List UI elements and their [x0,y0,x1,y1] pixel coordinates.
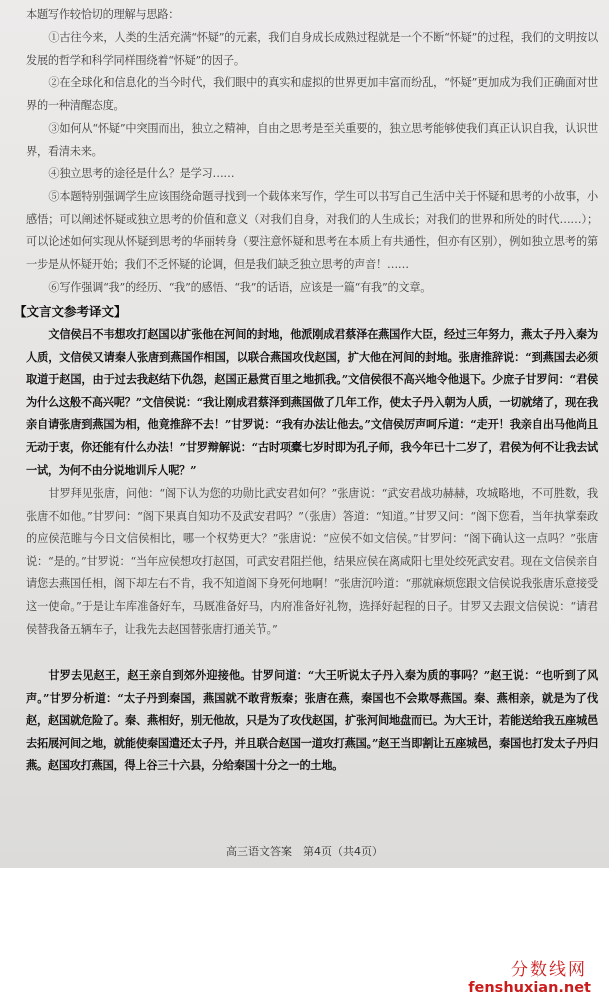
page-footer: 高三语文答案 第4页（共4页） [226,845,383,858]
writing-intro: 本题写作较恰切的理解与思路： [26,8,180,21]
section-heading: 【文言文参考译文】 [14,304,127,319]
watermark-site-url: fenshuxian.net [468,980,591,996]
translation-paragraph-3: 甘罗去见赵王，赵王亲自到郊外迎接他。甘罗问道：“大王听说太子丹入秦为质的事吗？”赵王说：“也听到了风声。”甘罗分析道：“太子丹到秦国，燕国就不敢背叛秦；张唐在燕，秦国也不会欺辱燕国。秦、燕相亲，就是为了伐赵，赵国就危险了。秦、燕相好，别无他故，只是为了攻伐赵国，扩张河间地盘而已。为大王计，若能送给我五座城邑去拓展河间之地，就能使秦国遣还太子丹，并且联合赵国一道攻打燕国。”赵王当即割让五座城邑，秦国也打发太子丹归燕。赵国攻打燕国，得上谷三十六县，分给秦国十分之一的土地。 [26,668,598,773]
writing-point-5: ⑤本题特别强调学生应该围绕命题寻找到一个载体来写作，学生可以书写自己生活中关于怀疑和思考的小故事，小感悟；可以阐述怀疑或独立思考的价值和意义（对我们自身，对我们的人生成长；对我们的世界和所处的时代……）；可以论述如何实现从怀疑到思考的华丽转身（要注意怀疑和思考在本质上有共通性，但亦有区别），例如独立思考的第一步是从怀疑开始；我们不乏怀疑的论调，但是我们缺乏独立思考的声音！…… [26,190,598,271]
watermark-site-name: 分数线网 [511,960,587,980]
translation-paragraph-2: 甘罗拜见张唐，问他：“阁下认为您的功勋比武安君如何？”张唐说：“武安君战功赫赫，攻城略地，不可胜数，我张唐不如他。”甘罗问：“阁下果真自知功不及武安君吗？”（张唐）答道：“知道。”甘罗又问：“阁下您看，当年执掌秦政的应侯范睢与今日文信侯相比，哪一个权势更大？”张唐说：“应侯不如文信侯。”甘罗问：“阁下确认这一点吗？”张唐说：“是的。”甘罗说：“当年应侯想攻打赵国，可武安君阻拦他，结果应侯在离咸阳七里处绞死武安君。现在文信侯亲自请您去燕国任相，阁下却左右不肯，我不知道阁下身死何地啊！”张唐沉吟道：“那就麻烦您跟文信侯说我张唐乐意接受这一使命。”于是让车库准备好车，马厩准备好马，内府准备好礼物，选择好起程的日子。甘罗又去跟文信侯说：“请君侯替我备五辆车子，让我先去赵国替张唐打通关节。” [26,487,598,636]
writing-point-4: ④独立思考的途径是什么？是学习…… [48,167,235,180]
writing-point-3: ③如何从“怀疑”中突围而出，独立之精神，自由之思考是至关重要的，独立思考能够使我们真正认识自我，认识世界，看清未来。 [26,122,598,158]
writing-point-1: ①古往今来，人类的生活充满“怀疑”的元素，我们自身成长成熟过程就是一个不断“怀疑”的过程，我们的文明按以发展的哲学和科学同样围绕着“怀疑”的因子。 [26,31,598,67]
writing-point-6: ⑥写作强调“我”的经历、“我”的感悟、“我”的话语，应该是一篇“有我”的文章。 [48,281,432,294]
writing-point-2: ②在全球化和信息化的当今时代，我们眼中的真实和虚拟的世界更加丰富而纷乱，“怀疑”更加成为我们正确面对世界的一种清醒态度。 [26,76,598,112]
translation-paragraph-1: 文信侯吕不韦想攻打赵国以扩张他在河间的封地，他派刚成君蔡泽在燕国作大臣，经过三年努力，燕太子丹入秦为人质，文信侯又请秦人张唐到燕国作相国，以联合燕国攻伐赵国，扩大他在河间的封地。张唐推辞说：“到燕国去必须取道于赵国，由于过去我赵结下仇怨，赵国正悬赏百里之地抓我。”文信侯很不高兴地令他退下。少庶子甘罗问：“君侯为什么这般不高兴呢？”文信侯说：“我让刚成君蔡泽到燕国做了几年工作，使太子丹入朝为人质，一切就绪了，现在我亲自请张唐到燕国为相，他竟推辞不去！”甘罗说：“我有办法让他去。”文信侯厉声呵斥道：“走开！我亲自出马他尚且无动于衷，你还能有什么办法！”甘罗辩解说：“古时项橐七岁时即为孔子师，我今年已十二岁了，君侯为何不让我去试一试，为何不由分说地训斥人呢？” [26,327,598,477]
